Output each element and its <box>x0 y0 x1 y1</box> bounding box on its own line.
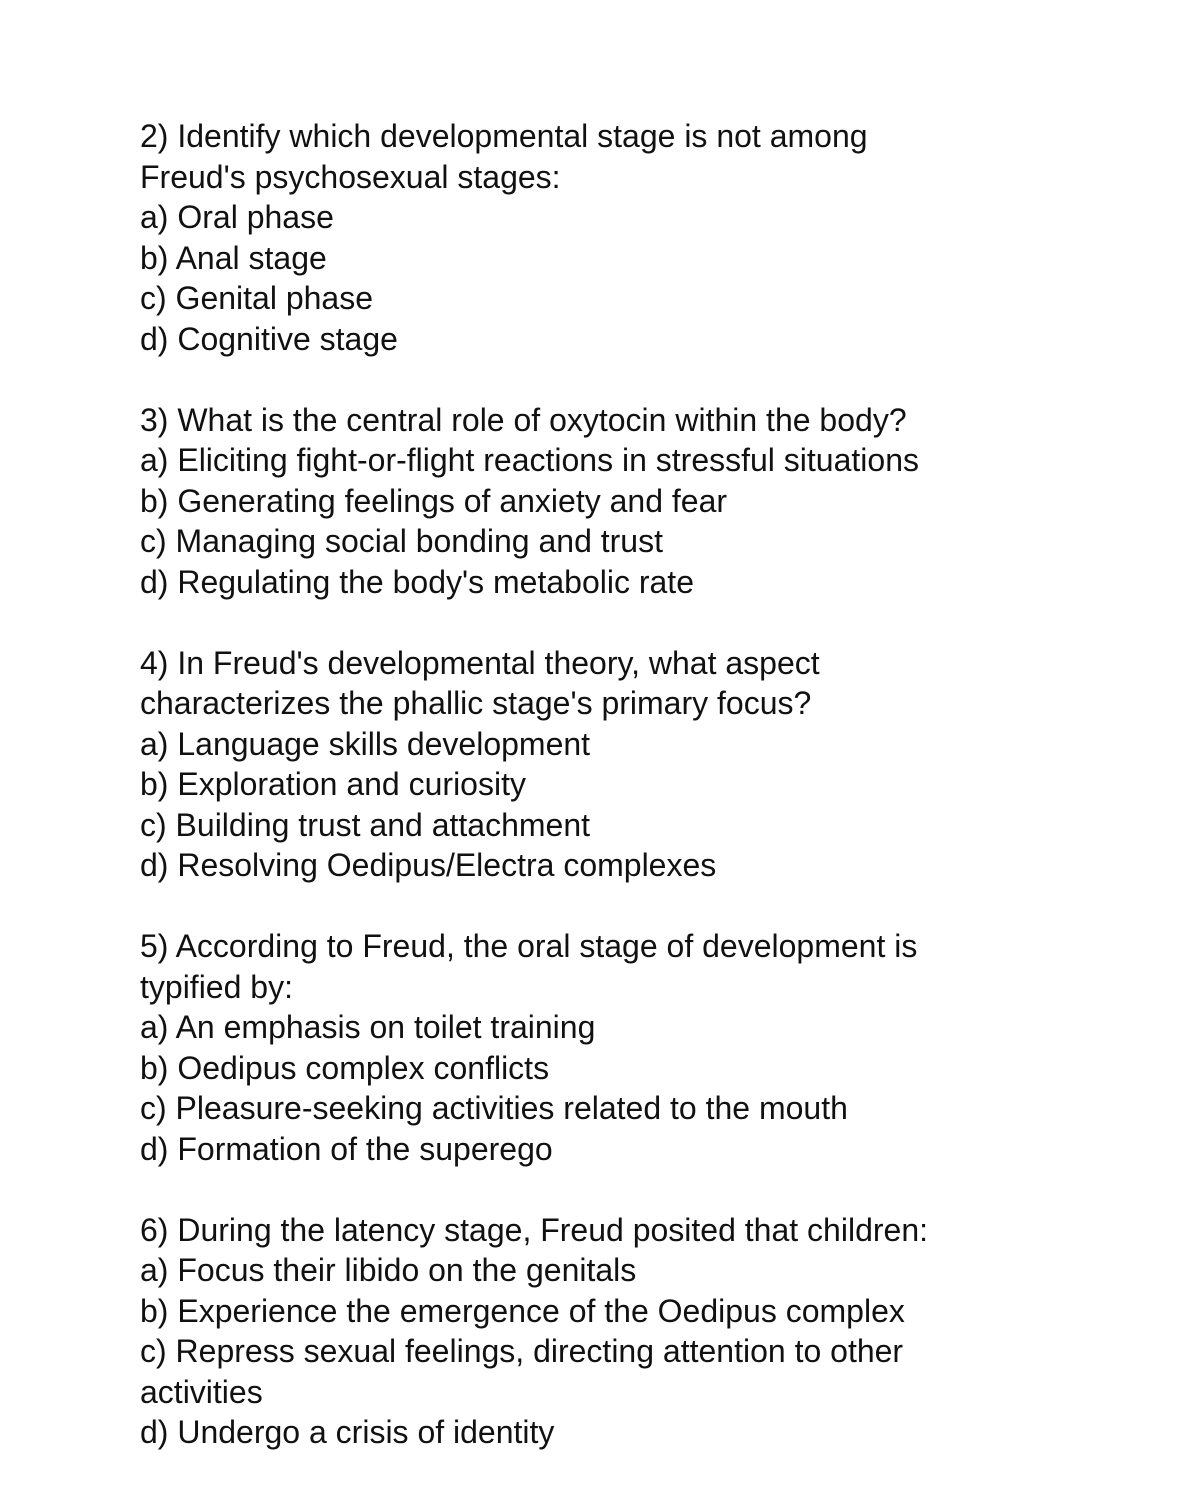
question-stem-line: 5) According to Freud, the oral stage of development is <box>140 928 918 964</box>
option-d: d) Cognitive stage <box>140 320 398 357</box>
option-d: d) Resolving Oedipus/Electra complexes <box>140 847 717 883</box>
option-b: b) Oedipus complex conflicts <box>140 1049 550 1086</box>
option-b: b) Experience the emergence of the Oedipus complex <box>140 1292 905 1329</box>
option-c: c) Pleasure-seeking activities related to the mouth <box>140 1090 848 1126</box>
option-b: b) Exploration and curiosity <box>140 766 526 802</box>
option-b: b) Anal stage <box>140 239 327 276</box>
document-page <box>140 116 1040 1453</box>
option-c-continued: activities <box>140 1373 263 1410</box>
option-c: c) Genital phase <box>140 280 374 316</box>
question-2 <box>140 116 1040 359</box>
question-stem-line: Freud's psychosexual stages: <box>140 158 561 195</box>
option-d: d) Undergo a crisis of identity <box>140 1414 555 1450</box>
question-4 <box>140 643 1040 886</box>
option-d: d) Regulating the body's metabolic rate <box>140 563 694 600</box>
option-a: a) Eliciting fight-or-flight reactions in stressful situations <box>140 442 919 478</box>
question-stem-line: 4) In Freud's developmental theory, what aspect <box>140 644 820 681</box>
question-stem-line: 6) During the latency stage, Freud posited that children: <box>140 1211 928 1248</box>
option-c: c) Managing social bonding and trust <box>140 523 663 559</box>
option-a: a) Language skills development <box>140 725 591 762</box>
option-a: a) Oral phase <box>140 199 334 235</box>
option-a: a) Focus their libido on the genitals <box>140 1252 637 1288</box>
question-stem-line: characterizes the phallic stage's primary focus? <box>140 685 812 721</box>
option-c: c) Building trust and attachment <box>140 806 591 843</box>
question-stem-line: 2) Identify which developmental stage is not among <box>140 118 868 154</box>
option-b: b) Generating feelings of anxiety and fear <box>140 482 728 519</box>
question-5 <box>140 926 1040 1169</box>
option-d: d) Formation of the superego <box>140 1130 553 1167</box>
question-6 <box>140 1210 1040 1453</box>
question-stem-line: 3) What is the central role of oxytocin within the body? <box>140 401 907 438</box>
question-3 <box>140 400 1040 603</box>
option-a: a) An emphasis on toilet training <box>140 1009 596 1045</box>
option-c: c) Repress sexual feelings, directing attention to other <box>140 1333 904 1369</box>
question-stem-line: typified by: <box>140 968 293 1005</box>
